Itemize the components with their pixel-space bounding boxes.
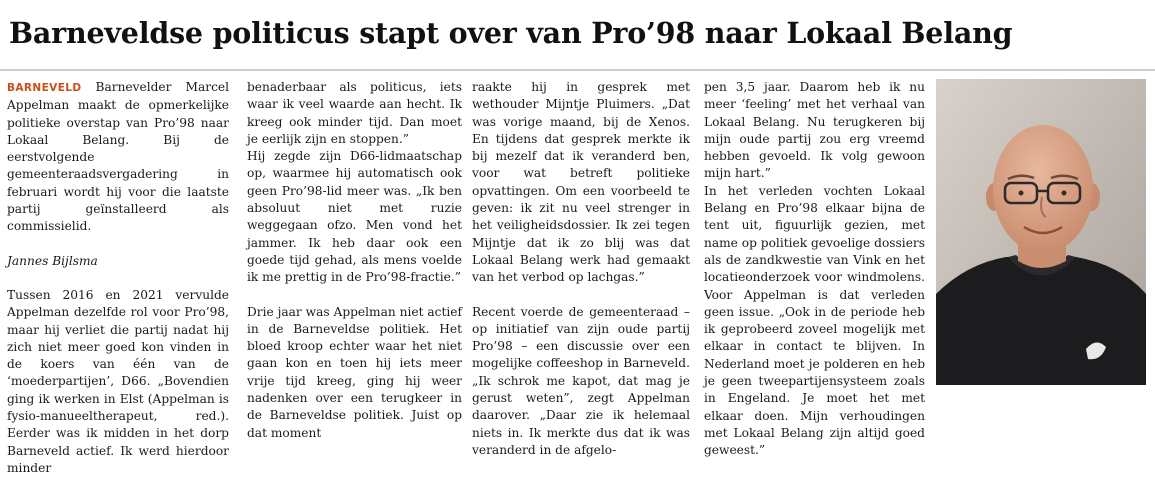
paragraph-hij: Hij zegde zijn D66-lidmaatschap op, waarmee hij automatisch ook geen Pro’98-lid meer was. „Ik ben absoluut niet met ruzie weggegaan ofzo. Men vond het jammer. Ik heb daar ook een goede tijd gehad, als mens voelde ik me prettig in de Pro’98-fractie.” xyxy=(247,149,462,285)
intro-text: Barnevelder Marcel Appelman maakt de opmerkelijke politieke overstap van Pro’98 naar Lokaal Belang. Bij de eerstvolgende gemeenteraadsvergadering in februari wordt hij voor die laatste partij geïnstalleerd als commissielid. xyxy=(7,80,229,234)
article-column-4 xyxy=(704,79,925,458)
article-column-1 xyxy=(7,79,229,475)
portrait-illustration xyxy=(936,79,1146,385)
paragraph-verleden: In het verleden vochten Lokaal Belang en Pro’98 elkaar bijna de tent uit, figuurlijk gezien, met name op politiek gevoelige dossiers als de zandkwestie van Vink en het locatieonderzoek voor windmolens. Voor Appelman is dat verleden geen issue. „Ook in de periode heb ik geprobeerd zoveel mogelijk met elkaar in contact te blijven. In Nederland moet je polderen en heb je geen tweepartijensysteem zoals in Engeland. Je moet het met elkaar doen. Mijn verhoudingen met Lokaal Belang zijn altijd goed geweest.” xyxy=(704,183,925,458)
headline-divider xyxy=(0,69,1155,71)
intro-paragraph xyxy=(7,79,229,236)
paragraph-continuation: benaderbaar als politicus, iets waar ik veel waarde aan hecht. Ik kreeg ook minder tijd. Dan moet je eerlijk zijn en stoppen.” xyxy=(247,80,462,146)
article-column-2 xyxy=(247,79,462,440)
article-column-3 xyxy=(472,79,690,457)
hoodie xyxy=(936,257,1146,385)
paragraph-recent: Recent voerde de gemeenteraad – op initiatief van zijn oude partij Pro’98 – een discussie over een mogelijke coffeeshop in Barneveld. „Ik schrok me kapot, dat mag je gerust weten”, zegt Appelman daarover. „Daar zie ik helemaal niets in. Ik merkte dus dat ik was veranderd in de afgelo- xyxy=(472,304,690,457)
right-eye xyxy=(1062,191,1067,196)
dateline-kicker: BARNEVELD xyxy=(7,82,82,94)
left-eye xyxy=(1019,191,1024,196)
paragraph-tussen: Tussen 2016 en 2021 vervulde Appelman dezelfde rol voor Pro’98, maar hij verliet die partij nadat hij zich niet meer goed kon vinden in de koers van één van de ‘moederpartijen’, D66. „Bovendien ging ik werken in Elst (Appelman is fysio-manueeltherapeut, red.). Eerder was ik midden in het dorp Barneveld actief. Ik werd hierdoor minder xyxy=(7,287,229,475)
portrait-photo xyxy=(936,79,1146,385)
paragraph-continuation: pen 3,5 jaar. Daarom heb ik nu meer ‘feeling’ met het verhaal van Lokaal Belang. Nu terugkeren bij mijn oude partij zou erg vreemd hebben gevoeld. Ik volg gewoon mijn hart.” xyxy=(704,80,925,181)
author-byline: Jannes Bijlsma xyxy=(7,253,98,268)
paragraph-drie: Drie jaar was Appelman niet actief in de Barneveldse politiek. Het bloed kroop echter waar het niet gaan kon en toen hij iets meer vrije tijd kreeg, ging hij weer nadenken over een terugkeer in de Barneveldse politiek. Juist op dat moment xyxy=(247,304,462,440)
paragraph-continuation: raakte hij in gesprek met wethouder Mijntje Pluimers. „Dat was vorige maand, bij de Xenos. En tijdens dat gesprek merkte ik bij mezelf dat ik veranderd ben, voor wat betreft politieke opvattingen. Om een voorbeeld te geven: ik zit nu veel strenger in het veiligheidsdossier. Ik zei tegen Mijntje dat ik zo blij was dat Lokaal Belang werk had gemaakt van het verbod op lachgas.” xyxy=(472,80,690,285)
headline: Barneveldse politicus stapt over van Pro’98 naar Lokaal Belang xyxy=(9,16,1013,50)
